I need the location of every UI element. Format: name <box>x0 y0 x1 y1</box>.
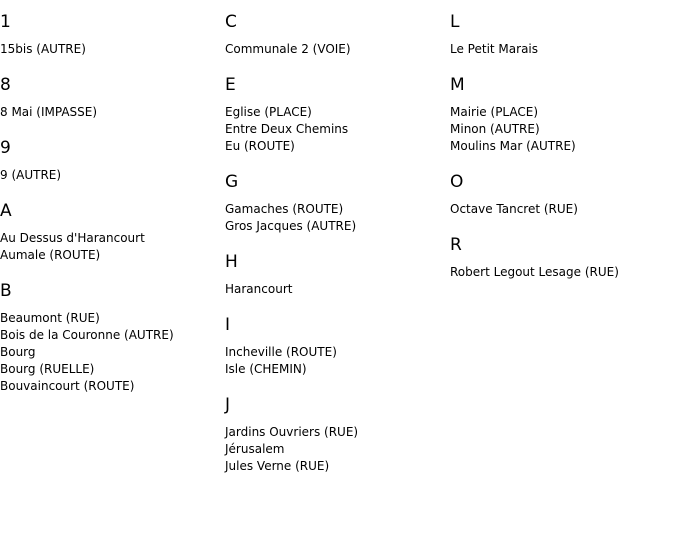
street-entry[interactable]: Gamaches (ROUTE) <box>225 202 344 216</box>
entry-list <box>225 41 450 58</box>
letter-section-o <box>450 171 675 218</box>
entry-list <box>0 41 225 58</box>
entry-list <box>450 201 675 218</box>
section-letter: A <box>0 201 12 221</box>
street-entry[interactable]: Beaumont (RUE) <box>0 311 100 325</box>
section-letter: G <box>225 172 239 192</box>
street-entry[interactable]: 9 (AUTRE) <box>0 168 62 182</box>
entry-list <box>0 104 225 121</box>
street-entry[interactable]: Entre Deux Chemins <box>225 122 349 136</box>
street-entry[interactable]: Jérusalem <box>225 442 285 456</box>
entry-list <box>0 230 225 264</box>
section-letter: 1 <box>0 12 11 32</box>
letter-section-h <box>225 251 450 298</box>
entry-list <box>0 167 225 184</box>
street-entry[interactable]: Jules Verne (RUE) <box>225 459 330 473</box>
street-entry[interactable]: Eglise (PLACE) <box>225 105 312 119</box>
section-letter: 8 <box>0 75 11 95</box>
section-letter: O <box>450 172 464 192</box>
index-column-3 <box>450 11 675 297</box>
street-entry[interactable]: Octave Tancret (RUE) <box>450 202 578 216</box>
letter-section-a <box>0 200 225 264</box>
street-entry[interactable]: Minon (AUTRE) <box>450 122 540 136</box>
street-entry[interactable]: Bourg (RUELLE) <box>0 362 95 376</box>
section-letter: C <box>225 12 237 32</box>
letter-section-b <box>0 280 225 395</box>
entry-list <box>225 201 450 235</box>
letter-section-g <box>225 171 450 235</box>
street-entry[interactable]: Aumale (ROUTE) <box>0 248 101 262</box>
letter-section-r <box>450 234 675 281</box>
section-letter: H <box>225 252 238 272</box>
street-entry[interactable]: Eu (ROUTE) <box>225 139 295 153</box>
entry-list <box>225 104 450 155</box>
letter-section-i <box>225 314 450 378</box>
section-letter: 9 <box>0 138 11 158</box>
section-letter: I <box>225 315 231 335</box>
section-letter: J <box>225 395 231 415</box>
entry-list <box>450 104 675 155</box>
street-entry[interactable]: 8 Mai (IMPASSE) <box>0 105 98 119</box>
street-entry[interactable]: Le Petit Marais <box>450 42 539 56</box>
entry-list <box>225 424 450 475</box>
street-entry[interactable]: Bois de la Couronne (AUTRE) <box>0 328 174 342</box>
entry-list <box>225 344 450 378</box>
entry-list <box>225 281 450 298</box>
street-entry[interactable]: Jardins Ouvriers (RUE) <box>225 425 359 439</box>
section-letter: E <box>225 75 236 95</box>
street-entry[interactable]: Au Dessus d'Harancourt <box>0 231 145 245</box>
entry-list <box>450 41 675 58</box>
section-letter: L <box>450 12 460 32</box>
section-letter: M <box>450 75 465 95</box>
street-entry[interactable]: 15bis (AUTRE) <box>0 42 86 56</box>
street-entry[interactable]: Bouvaincourt (ROUTE) <box>0 379 135 393</box>
street-entry[interactable]: Bourg <box>0 345 36 359</box>
section-letter: B <box>0 281 12 301</box>
letter-section-j <box>225 394 450 475</box>
letter-section-1 <box>0 11 225 58</box>
letter-section-9 <box>0 137 225 184</box>
section-letter: R <box>450 235 462 255</box>
entry-list <box>450 264 675 281</box>
street-entry[interactable]: Harancourt <box>225 282 293 296</box>
letter-section-l <box>450 11 675 58</box>
letter-section-c <box>225 11 450 58</box>
street-entry[interactable]: Gros Jacques (AUTRE) <box>225 219 357 233</box>
street-entry[interactable]: Incheville (ROUTE) <box>225 345 337 359</box>
street-entry[interactable]: Robert Legout Lesage (RUE) <box>450 265 619 279</box>
street-entry[interactable]: Mairie (PLACE) <box>450 105 539 119</box>
index-column-2 <box>225 11 450 491</box>
letter-section-e <box>225 74 450 155</box>
letter-section-8 <box>0 74 225 121</box>
entry-list <box>0 310 225 395</box>
street-entry[interactable]: Moulins Mar (AUTRE) <box>450 139 576 153</box>
index-column-1 <box>0 11 225 411</box>
street-entry[interactable]: Communale 2 (VOIE) <box>225 42 351 56</box>
letter-section-m <box>450 74 675 155</box>
street-entry[interactable]: Isle (CHEMIN) <box>225 362 307 376</box>
